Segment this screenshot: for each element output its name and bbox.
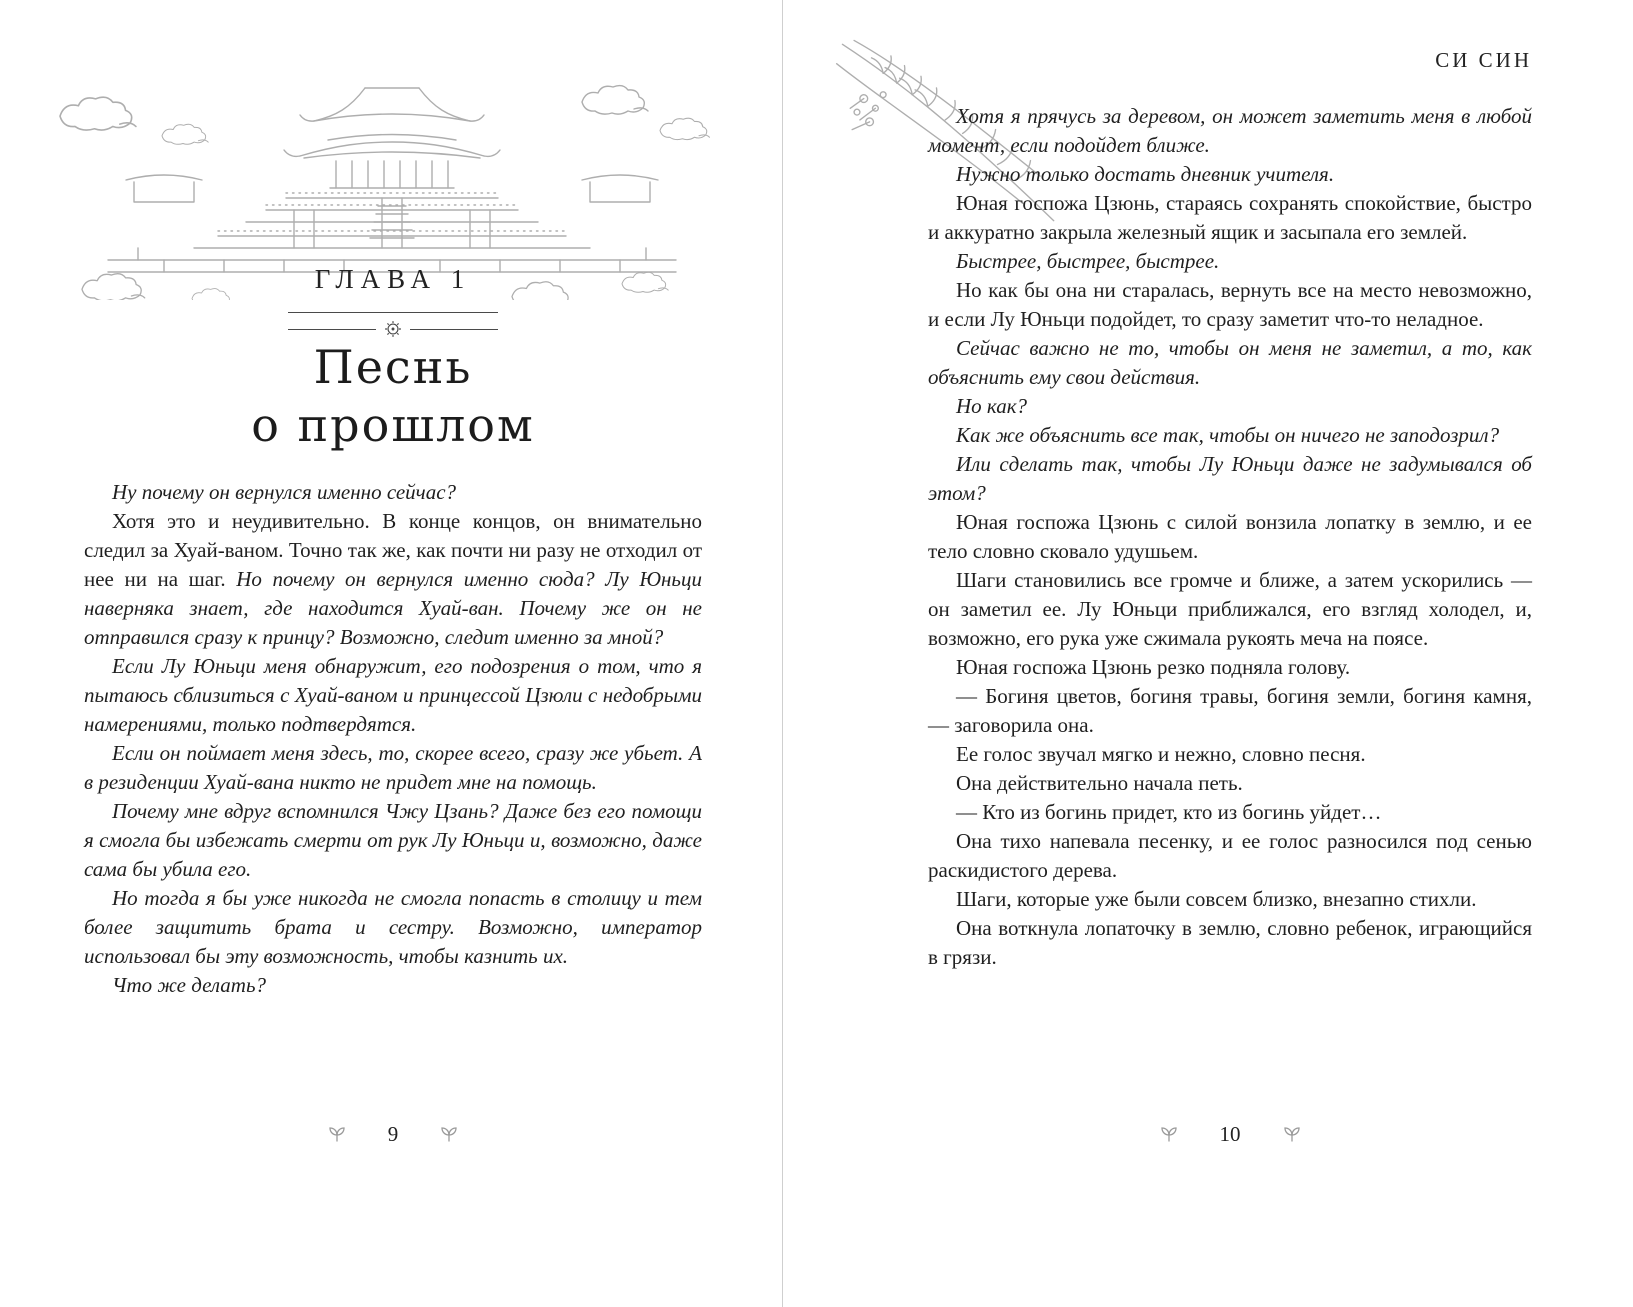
paragraph: [928, 334, 1532, 392]
left-page-footer: [84, 1122, 702, 1147]
paragraph: [84, 884, 702, 971]
paragraph: [84, 478, 702, 507]
sprig-ornament-icon: [1281, 1127, 1303, 1143]
paragraph: [928, 189, 1532, 247]
paragraph: [928, 247, 1532, 276]
paragraph: [84, 739, 702, 797]
chinese-palace-illustration: [42, 48, 742, 300]
paragraph: [928, 102, 1532, 160]
page-number: 9: [387, 1122, 399, 1146]
paragraph: [928, 421, 1532, 450]
paragraph: [84, 652, 702, 739]
divider-rule: [410, 329, 498, 330]
text-segment: Но как бы она ни старалась, вернуть все на место невозможно, и если Лу Юньци подойдет, то сразу заметит что-то неладное.: [928, 278, 1532, 331]
chapter-title: [84, 338, 702, 454]
text-segment: Юная госпожа Цзюнь с силой вонзила лопатку в землю, и ее тело словно сковало удушьем.: [928, 510, 1532, 563]
page-number: 10: [1219, 1122, 1241, 1146]
text-segment: Ее голос звучал мягко и нежно, словно песня.: [956, 742, 1366, 766]
paragraph: [928, 508, 1532, 566]
italic-text-segment: Но тогда я бы уже никогда не смогла попасть в столицу и тем более защитить брата и сестру. Возможно, император использовал бы эту возможность, чтобы казнить их.: [84, 886, 702, 968]
italic-text-segment: Что же делать?: [112, 973, 267, 997]
paragraph: [84, 971, 702, 1000]
paragraph: [928, 769, 1532, 798]
paragraph: [928, 827, 1532, 885]
paragraph: [928, 885, 1532, 914]
text-segment: Хотя это и неудивительно. В конце концов, он внимательно следил за Хуай-ваном. Точно так же, как почти ни разу не отходил от нее ни на шаг.: [84, 509, 702, 591]
right-page: [783, 0, 1633, 1307]
italic-text-segment: Хотя я прячусь за деревом, он может заметить меня в любой момент, если подойдет ближе.: [928, 104, 1532, 157]
italic-text-segment: Нужно только достать дневник учителя.: [956, 162, 1335, 186]
paragraph: [928, 392, 1532, 421]
text-segment: Шаги, которые уже были совсем близко, внезапно стихли.: [956, 887, 1477, 911]
italic-text-segment: Если он поймает меня здесь, то, скорее всего, сразу же убьет. А в резиденции Хуай-вана никто не придет мне на помощь.: [84, 741, 702, 794]
paragraph: [84, 507, 702, 652]
paragraph: [928, 914, 1532, 972]
italic-text-segment: Быстрее, быстрее, быстрее.: [956, 249, 1220, 273]
text-segment: — Кто из богинь придет, кто из богинь уйдет…: [956, 800, 1382, 824]
chapter-title-line: Песнь: [313, 340, 473, 394]
left-page: [0, 0, 782, 1307]
italic-text-segment: Но почему он вернулся именно сюда? Лу Юньци наверняка знает, где находится Хуай-ван. Почему же он не отправился сразу к принцу? Возможно, следит именно за мной?: [84, 567, 702, 649]
divider-medallion-icon: [384, 320, 402, 338]
chapter-title-line: о прошлом: [251, 398, 535, 452]
italic-text-segment: Или сделать так, чтобы Лу Юньци даже не задумывался об этом?: [928, 452, 1532, 505]
text-segment: Она тихо напевала песенку, и ее голос разносился под сенью раскидистого дерева.: [928, 829, 1532, 882]
paragraph: [84, 797, 702, 884]
paragraph: [928, 682, 1532, 740]
italic-text-segment: Как же объяснить все так, чтобы он ничего не заподозрил?: [956, 423, 1500, 447]
right-page-body: [928, 102, 1532, 972]
text-segment: — Богиня цветов, богиня травы, богиня земли, богиня камня, — заговорила она.: [928, 684, 1532, 737]
left-page-body: [84, 478, 702, 1000]
italic-text-segment: Но как?: [956, 394, 1028, 418]
sprig-ornament-icon: [438, 1127, 460, 1143]
paragraph: [928, 276, 1532, 334]
text-segment: Она воткнула лопаточку в землю, словно ребенок, играющийся в грязи.: [928, 916, 1532, 969]
italic-text-segment: Ну почему он вернулся именно сейчас?: [112, 480, 457, 504]
chapter-divider: [288, 312, 498, 338]
italic-text-segment: Сейчас важно не то, чтобы он меня не заметил, а то, как объяснить ему свои действия.: [928, 336, 1532, 389]
text-segment: Она действительно начала петь.: [956, 771, 1243, 795]
text-segment: Юная госпожа Цзюнь, стараясь сохранять спокойствие, быстро и аккуратно закрыла железный ящик и засыпала его землей.: [928, 191, 1532, 244]
paragraph: [928, 798, 1532, 827]
paragraph: [928, 160, 1532, 189]
text-segment: Юная госпожа Цзюнь резко подняла голову.: [956, 655, 1351, 679]
divider-rule: [288, 312, 498, 313]
sprig-ornament-icon: [1158, 1127, 1180, 1143]
running-header: СИ СИН: [1435, 48, 1532, 72]
paragraph: [928, 566, 1532, 653]
italic-text-segment: Почему мне вдруг вспомнился Чжу Цзань? Даже без его помощи я смогла бы избежать смерти от рук Лу Юньци и, возможно, даже сама бы убила его.: [84, 799, 702, 881]
paragraph: [928, 740, 1532, 769]
paragraph: [928, 653, 1532, 682]
right-page-footer: [928, 1122, 1532, 1147]
text-segment: Шаги становились все громче и ближе, а затем ускорились — он заметил ее. Лу Юньци приближался, его взгляд холодел, и, возможно, его рука уже сжимала рукоять меча на поясе.: [928, 568, 1532, 650]
italic-text-segment: Если Лу Юньци меня обнаружит, его подозрения о том, что я пытаюсь сблизиться с Хуай-ваном и принцессой Цзюли с недобрыми намерениями, только подтвердятся.: [84, 654, 702, 736]
paragraph: [928, 450, 1532, 508]
divider-rule: [288, 329, 376, 330]
chapter-label: ГЛАВА 1: [314, 264, 472, 294]
sprig-ornament-icon: [326, 1127, 348, 1143]
